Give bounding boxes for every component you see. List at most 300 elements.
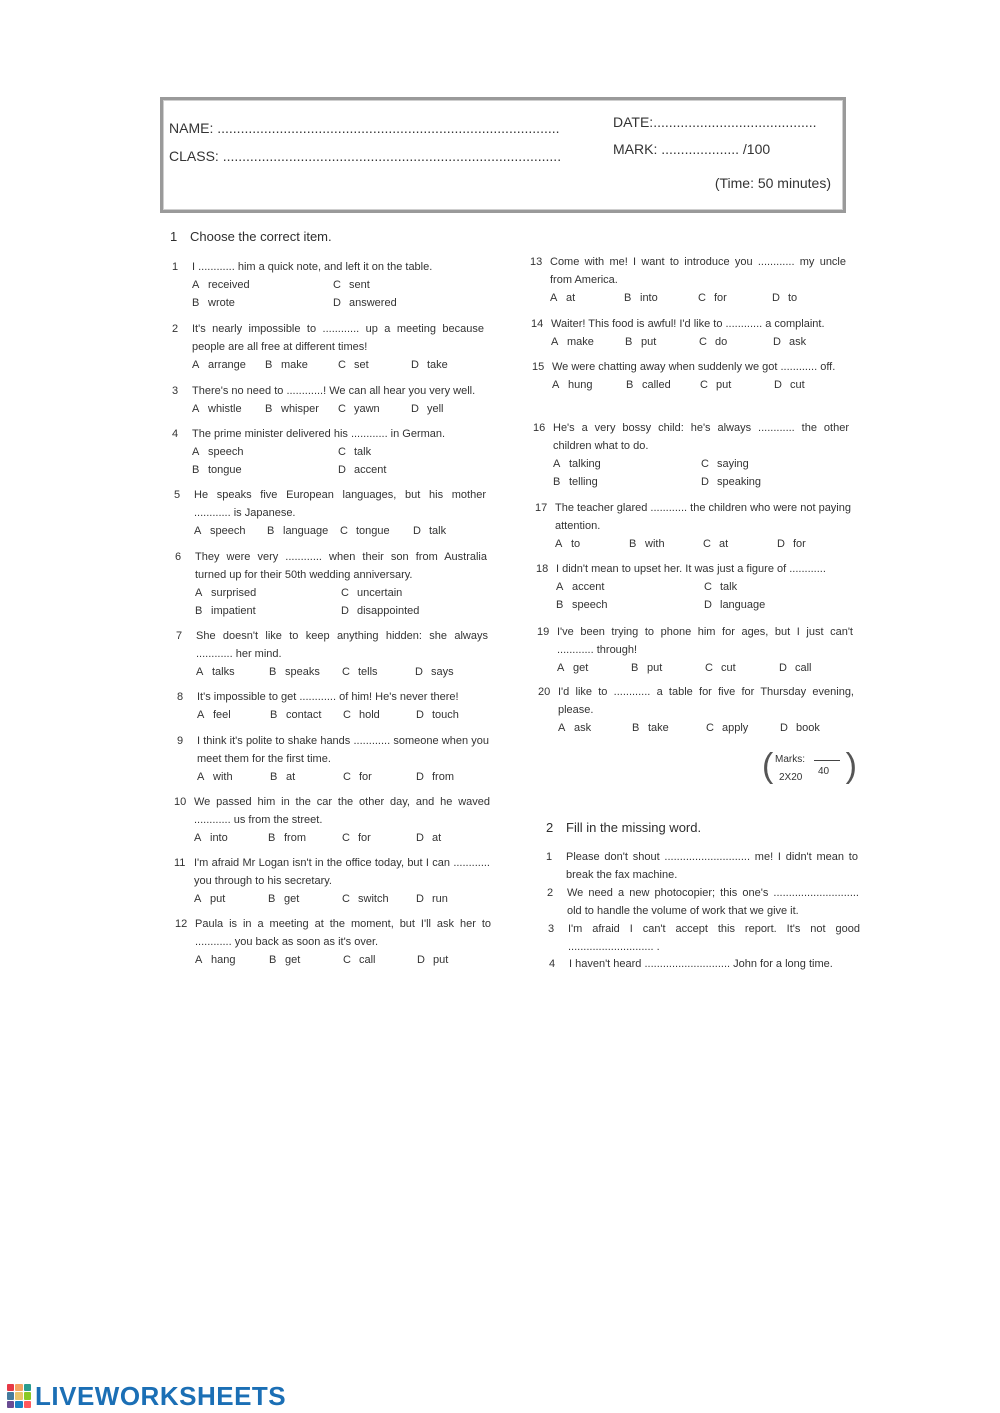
option-d[interactable] (416, 890, 490, 908)
option-word: wrote (208, 297, 235, 309)
option-word: to (571, 538, 581, 550)
option-word: talk (720, 581, 738, 593)
option-letter: C (703, 538, 711, 550)
question-8 (177, 688, 489, 724)
option-word: with (645, 538, 665, 550)
option-word: set (354, 359, 369, 371)
question-stem (172, 320, 484, 356)
option-word: make (567, 336, 594, 348)
option-word: to (788, 292, 798, 304)
fill-item-4[interactable] (549, 955, 861, 973)
option-a[interactable] (192, 356, 265, 374)
option-letter: B (192, 464, 200, 476)
option-letter: A (551, 336, 559, 348)
option-letter: D (416, 771, 424, 783)
option-a[interactable] (195, 951, 269, 969)
question-stem (537, 623, 853, 659)
option-d[interactable] (333, 294, 474, 312)
question-stem (174, 793, 490, 829)
option-word: says (431, 666, 454, 678)
option-c[interactable] (341, 584, 487, 602)
option-word: arrange (208, 359, 246, 371)
option-d[interactable] (779, 659, 853, 677)
option-word: ask (574, 722, 592, 734)
logo-grid-icon (7, 1384, 31, 1408)
option-d[interactable] (417, 951, 491, 969)
option-a[interactable] (558, 719, 632, 737)
answer-options (175, 951, 491, 969)
answer-options (533, 455, 849, 491)
option-b[interactable] (553, 473, 701, 491)
answer-options (174, 890, 490, 908)
option-word: contact (286, 709, 322, 721)
option-word: at (286, 771, 296, 783)
option-c[interactable] (343, 768, 416, 786)
option-a[interactable] (197, 706, 270, 724)
fill-item-text: We need a new photocopier; this one's ............................ old to handle the volume of work that we give it. (567, 887, 859, 917)
question-stem (536, 560, 852, 578)
option-letter: A (192, 403, 200, 415)
option-c[interactable] (699, 333, 773, 351)
option-word: put (647, 662, 663, 674)
question-number: 1 (172, 261, 179, 273)
option-letter: D (417, 954, 425, 966)
question-18 (536, 560, 852, 614)
exercise-1-number: 1 (170, 229, 178, 244)
option-a[interactable] (551, 333, 625, 351)
option-letter: B (268, 893, 276, 905)
option-b[interactable] (270, 706, 343, 724)
option-letter: A (194, 832, 202, 844)
option-word: hold (359, 709, 380, 721)
option-c[interactable] (705, 659, 779, 677)
option-b[interactable] (556, 596, 704, 614)
fill-item-number: 4 (549, 958, 556, 970)
option-a[interactable] (194, 522, 267, 540)
option-c[interactable] (706, 719, 780, 737)
answer-options (177, 706, 489, 724)
question-text: It's impossible to get ............ of him! He's never there! (197, 691, 459, 703)
student-info-box (160, 97, 846, 213)
option-word: take (427, 359, 448, 371)
option-word: speech (210, 525, 246, 537)
option-a[interactable] (552, 376, 626, 394)
question-text: There's no need to ............! We can all hear you very well. (192, 385, 476, 397)
option-d[interactable] (772, 289, 846, 307)
option-a[interactable] (557, 659, 631, 677)
option-d[interactable] (701, 473, 849, 491)
answer-options (538, 719, 854, 737)
option-word: cut (790, 379, 805, 391)
option-a[interactable] (197, 768, 270, 786)
question-text: It's nearly impossible to ............ up a meeting because people are all free at different times! (192, 323, 484, 353)
fill-item-3[interactable] (548, 920, 860, 956)
option-b[interactable] (625, 333, 699, 351)
name-field[interactable]: NAME: ........................................................................................ (169, 120, 560, 136)
option-word: put (210, 893, 226, 905)
question-stem (531, 315, 847, 333)
option-letter: C (704, 581, 712, 593)
option-word: feel (213, 709, 231, 721)
option-letter: D (704, 599, 712, 611)
option-c[interactable] (704, 578, 852, 596)
option-letter: C (338, 446, 346, 458)
answer-options (536, 578, 852, 614)
option-word: take (648, 722, 669, 734)
option-letter: A (192, 359, 200, 371)
exercise-2-number: 2 (546, 820, 554, 835)
fill-item-text: I'm afraid I can't accept this report. It's not good ............................ . (568, 923, 860, 953)
question-number: 3 (172, 385, 179, 397)
option-word: disappointed (357, 605, 420, 617)
question-stem (533, 419, 849, 455)
question-2 (172, 320, 484, 374)
question-12 (175, 915, 491, 969)
option-word: talking (569, 458, 601, 470)
marks-fraction-line (814, 760, 840, 761)
question-number: 18 (536, 563, 549, 575)
option-word: impatient (211, 605, 256, 617)
option-d[interactable] (416, 829, 490, 847)
time-limit: (Time: 50 minutes) (714, 175, 831, 191)
option-word: sent (349, 279, 370, 291)
answer-options (172, 443, 484, 479)
fill-item-number: 1 (546, 851, 553, 863)
fill-item-text: Please don't shout ............................ me! I didn't mean to break the fax machine. (566, 851, 858, 881)
question-text: I've been trying to phone him for ages, but I just can't ............ through! (557, 626, 853, 656)
option-a[interactable] (194, 829, 268, 847)
exercise-1-instruction: Choose the correct item. (190, 229, 332, 244)
option-letter: D (411, 403, 419, 415)
option-letter: B (626, 379, 634, 391)
option-word: at (566, 292, 576, 304)
option-letter: C (338, 359, 346, 371)
option-word: run (432, 893, 448, 905)
question-number: 11 (174, 857, 186, 869)
option-d[interactable] (773, 333, 847, 351)
option-a[interactable] (550, 289, 624, 307)
option-c[interactable] (701, 455, 849, 473)
option-letter: C (342, 893, 350, 905)
option-b[interactable] (269, 663, 342, 681)
option-d[interactable] (704, 596, 852, 614)
question-number: 4 (172, 428, 179, 440)
option-word: with (213, 771, 233, 783)
option-letter: B (192, 297, 200, 309)
option-word: put (433, 954, 449, 966)
option-d[interactable] (338, 461, 484, 479)
option-letter: D (779, 662, 787, 674)
option-letter: B (269, 666, 277, 678)
option-letter: A (192, 279, 200, 291)
fill-item-1[interactable] (546, 848, 858, 884)
question-stem (172, 382, 484, 400)
question-stem (174, 854, 490, 890)
question-number: 14 (531, 318, 544, 330)
option-d[interactable] (416, 706, 489, 724)
option-b[interactable] (270, 768, 343, 786)
question-text: I'd like to ............ a table for five for Thursday evening, please. (558, 686, 854, 716)
question-15 (532, 358, 848, 394)
question-number: 19 (537, 626, 550, 638)
option-c[interactable] (342, 663, 415, 681)
marks-multiplier: 2X20 (779, 772, 803, 783)
option-letter: C (340, 525, 348, 537)
question-1 (172, 258, 474, 312)
option-letter: A (192, 446, 200, 458)
answer-options (530, 289, 846, 307)
exercise-1-title (170, 229, 332, 244)
option-c[interactable] (342, 890, 416, 908)
option-word: get (284, 893, 300, 905)
option-word: for (714, 292, 727, 304)
answer-options (176, 663, 488, 681)
question-11 (174, 854, 490, 908)
question-10 (174, 793, 490, 847)
question-9 (177, 732, 489, 786)
option-letter: C (343, 709, 351, 721)
option-b[interactable] (195, 602, 341, 620)
question-number: 2 (172, 323, 179, 335)
option-b[interactable] (632, 719, 706, 737)
question-number: 6 (175, 551, 182, 563)
option-letter: D (701, 476, 709, 488)
question-number: 9 (177, 735, 184, 747)
option-word: tongue (356, 525, 390, 537)
fill-item-text: I haven't heard ............................ John for a long time. (569, 958, 833, 970)
option-b[interactable] (192, 294, 333, 312)
option-c[interactable] (700, 376, 774, 394)
question-text: I didn't mean to upset her. It was just a figure of ............ (556, 563, 826, 575)
question-5 (174, 486, 486, 540)
question-stem (530, 253, 846, 289)
question-number: 7 (176, 630, 183, 642)
option-letter: B (629, 538, 637, 550)
answer-options (172, 276, 474, 312)
question-text: Waiter! This food is awful! I'd like to ............ a complaint. (551, 318, 825, 330)
option-word: for (359, 771, 372, 783)
option-d[interactable] (341, 602, 487, 620)
option-c[interactable] (338, 443, 484, 461)
option-word: talk (354, 446, 372, 458)
option-b[interactable] (268, 829, 342, 847)
question-number: 5 (174, 489, 181, 501)
option-b[interactable] (192, 461, 338, 479)
question-text: The teacher glared ............ the children who were not paying attention. (555, 502, 851, 532)
option-word: call (359, 954, 376, 966)
option-word: do (715, 336, 728, 348)
option-d[interactable] (780, 719, 854, 737)
option-letter: A (195, 587, 203, 599)
option-c[interactable] (340, 522, 413, 540)
option-letter: B (267, 525, 275, 537)
fill-item-number: 3 (548, 923, 555, 935)
option-letter: A (552, 379, 560, 391)
question-19 (537, 623, 853, 677)
option-letter: C (706, 722, 714, 734)
option-b[interactable] (631, 659, 705, 677)
option-word: talk (429, 525, 447, 537)
option-b[interactable] (265, 400, 338, 418)
option-word: ask (789, 336, 807, 348)
option-d[interactable] (411, 356, 484, 374)
option-letter: D (773, 336, 781, 348)
fill-item-2[interactable] (547, 884, 859, 920)
question-number: 17 (535, 502, 548, 514)
option-c[interactable] (343, 706, 416, 724)
answer-options (172, 400, 484, 418)
option-b[interactable] (268, 890, 342, 908)
option-word: for (358, 832, 371, 844)
option-a[interactable] (194, 890, 268, 908)
option-b[interactable] (269, 951, 343, 969)
option-letter: C (338, 403, 346, 415)
option-c[interactable] (342, 829, 416, 847)
question-16 (533, 419, 849, 491)
option-word: called (642, 379, 671, 391)
option-a[interactable] (555, 535, 629, 553)
question-6 (175, 548, 487, 620)
option-word: into (640, 292, 658, 304)
option-letter: D (341, 605, 349, 617)
option-d[interactable] (777, 535, 851, 553)
option-letter: B (631, 662, 639, 674)
option-letter: A (555, 538, 563, 550)
option-d[interactable] (411, 400, 484, 418)
option-b[interactable] (265, 356, 338, 374)
exercise-2-title (546, 820, 701, 835)
question-number: 13 (530, 256, 543, 268)
question-text: I'm afraid Mr Logan isn't in the office today, but I can ............ you through to his secretary. (194, 857, 490, 887)
question-stem (177, 732, 489, 768)
question-stem (535, 499, 851, 535)
option-letter: B (625, 336, 633, 348)
question-text: We passed him in the car the other day, and he waved ............ us from the street. (194, 796, 490, 826)
mark-field: MARK: .................... /100 (613, 141, 771, 157)
answer-options (172, 356, 484, 374)
option-b[interactable] (629, 535, 703, 553)
option-letter: B (268, 832, 276, 844)
option-letter: B (553, 476, 561, 488)
option-letter: A (195, 954, 203, 966)
option-letter: D (780, 722, 788, 734)
question-number: 8 (177, 691, 184, 703)
option-word: yell (427, 403, 444, 415)
option-word: tongue (208, 464, 242, 476)
option-word: surprised (211, 587, 257, 599)
option-letter: D (413, 525, 421, 537)
option-letter: A (556, 581, 564, 593)
option-d[interactable] (415, 663, 488, 681)
option-word: accent (572, 581, 605, 593)
exercise-2-instruction: Fill in the missing word. (566, 820, 702, 835)
option-c[interactable] (703, 535, 777, 553)
option-c[interactable] (333, 276, 474, 294)
answer-options (532, 376, 848, 394)
option-word: tells (358, 666, 378, 678)
option-d[interactable] (774, 376, 848, 394)
option-letter: A (557, 662, 565, 674)
option-a[interactable] (192, 400, 265, 418)
option-word: apply (722, 722, 749, 734)
option-word: from (432, 771, 454, 783)
option-d[interactable] (413, 522, 486, 540)
option-word: cut (721, 662, 736, 674)
marks-label: Marks: (775, 754, 805, 765)
option-a[interactable] (556, 578, 704, 596)
question-3 (172, 382, 484, 418)
option-c[interactable] (338, 356, 411, 374)
option-letter: B (270, 771, 278, 783)
answer-options (174, 829, 490, 847)
option-c[interactable] (698, 289, 772, 307)
question-stem (175, 548, 487, 584)
option-word: accent (354, 464, 387, 476)
option-a[interactable] (196, 663, 269, 681)
option-a[interactable] (192, 276, 333, 294)
option-b[interactable] (267, 522, 340, 540)
question-stem (177, 688, 489, 706)
option-word: make (281, 359, 308, 371)
question-number: 12 (175, 918, 188, 930)
question-text: We were chatting away when suddenly we got ............ off. (552, 361, 836, 373)
liveworksheets-logo (7, 1382, 286, 1410)
option-word: switch (358, 893, 389, 905)
option-b[interactable] (624, 289, 698, 307)
option-word: whistle (208, 403, 242, 415)
question-stem (538, 683, 854, 719)
option-letter: B (265, 403, 273, 415)
option-word: at (719, 538, 729, 550)
option-letter: B (556, 599, 564, 611)
option-word: language (720, 599, 766, 611)
option-word: language (283, 525, 329, 537)
option-letter: B (632, 722, 640, 734)
marks-total: 40 (818, 766, 830, 777)
question-text: Come with me! I want to introduce you ............ my uncle from America. (550, 256, 846, 286)
option-word: speaking (717, 476, 762, 488)
option-c[interactable] (343, 951, 417, 969)
option-word: put (641, 336, 657, 348)
option-b[interactable] (626, 376, 700, 394)
option-letter: D (416, 832, 424, 844)
question-number: 10 (174, 796, 187, 808)
marks-left-paren: ( (762, 747, 774, 785)
option-letter: D (416, 709, 424, 721)
question-4 (172, 425, 484, 479)
option-letter: C (343, 771, 351, 783)
option-letter: D (338, 464, 346, 476)
option-letter: C (342, 832, 350, 844)
date-field[interactable]: DATE:.......................................... (613, 114, 817, 130)
option-d[interactable] (416, 768, 489, 786)
logo-text: LIVEWORKSHEETS (35, 1380, 287, 1411)
marks-right-paren: ) (845, 747, 857, 785)
option-a[interactable] (192, 443, 338, 461)
option-letter: C (333, 279, 341, 291)
option-word: get (285, 954, 301, 966)
option-letter: A (194, 893, 202, 905)
option-a[interactable] (195, 584, 341, 602)
option-word: whisper (281, 403, 319, 415)
class-field[interactable]: CLASS: ....................................................................................... (169, 148, 562, 164)
question-stem (175, 915, 491, 951)
option-a[interactable] (553, 455, 701, 473)
answer-options (174, 522, 486, 540)
option-word: put (716, 379, 732, 391)
option-c[interactable] (338, 400, 411, 418)
option-word: call (795, 662, 812, 674)
